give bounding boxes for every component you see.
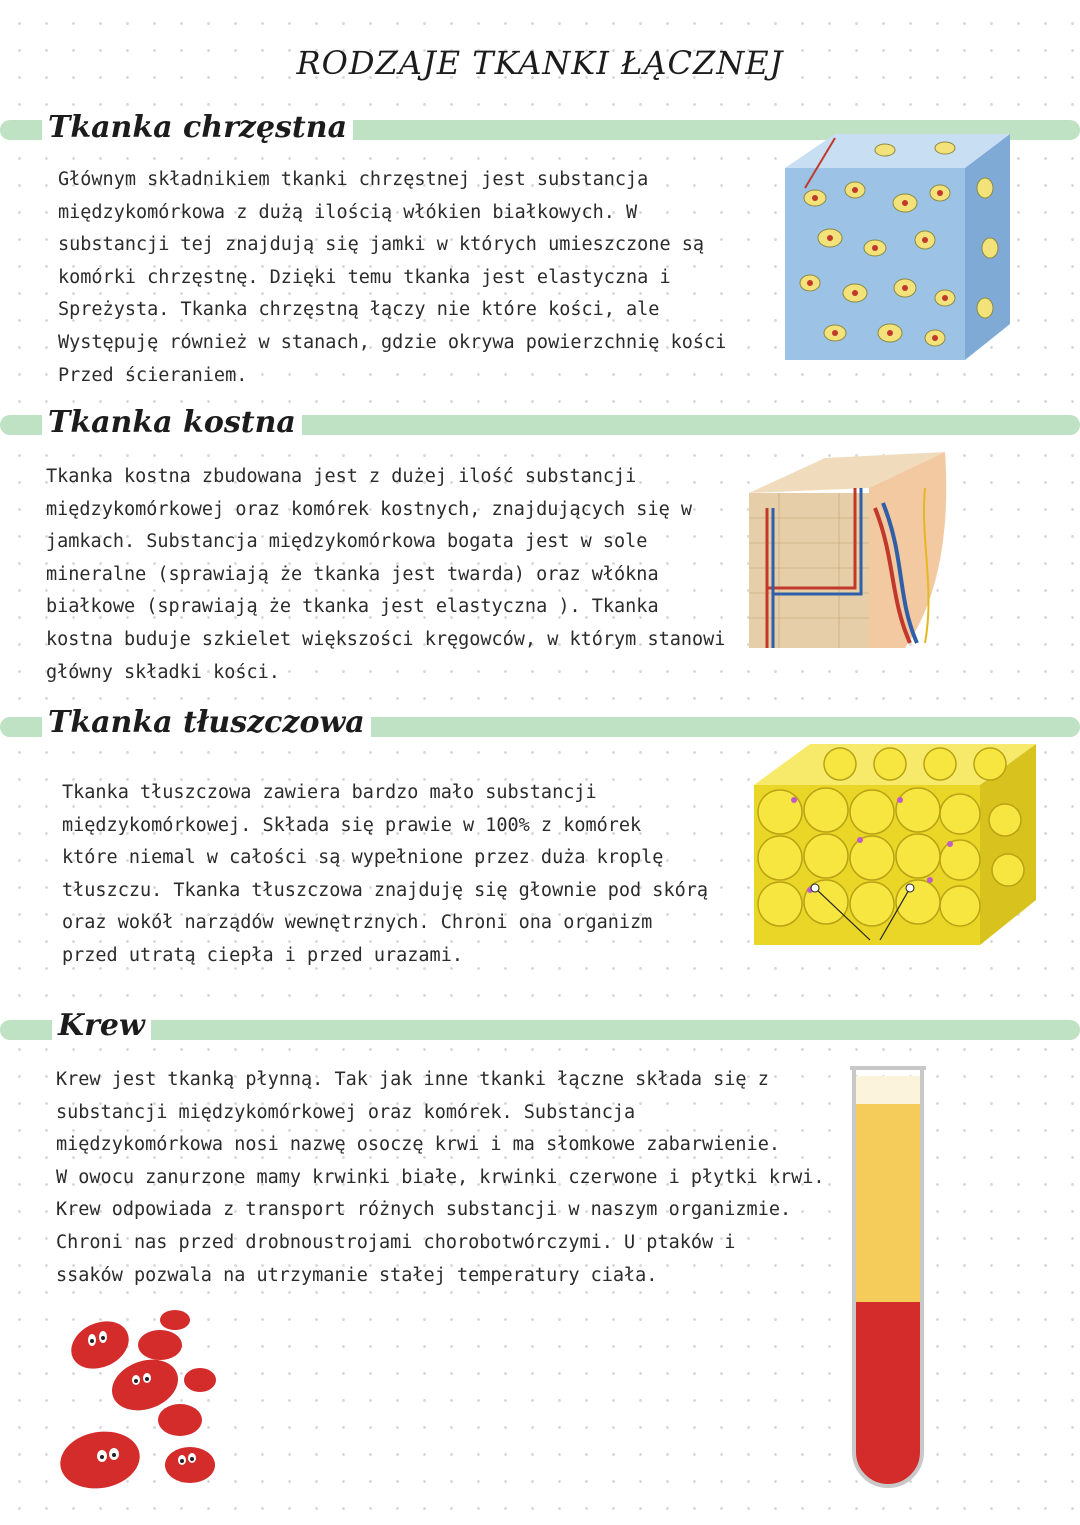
text-line: Tkanka kostna zbudowana jest z dużej ilość substancji <box>46 466 637 487</box>
bone-illustration <box>745 448 955 658</box>
text-line: Głównym składnikiem tkanki chrzęstnej jest substancja <box>58 169 649 190</box>
section-text-cartilage <box>58 164 726 392</box>
text-line: kostna buduje szkielet większości kręgowców, w którym stanowi <box>46 628 726 650</box>
test-tube-illustration <box>840 1062 936 1494</box>
text-line: Występuję również w stanach, gdzie okrywa powierzchnię kości <box>58 331 727 353</box>
text-line: Tkanka tłuszczowa zawiera bardzo mało substancji <box>62 782 597 803</box>
text-line: oraz wokół narządów wewnętrznych. Chroni ona organizm <box>62 912 653 934</box>
text-line: białkowe (sprawiają że tkanka jest elastyczna ). Tkanka <box>46 596 659 618</box>
text-line: tłuszczu. Tkanka tłuszczowa znajduję się głownie pod skórą <box>62 879 709 901</box>
cartilage-illustration <box>775 128 1015 368</box>
text-line: Krew jest tkanką płynną. Tak jak inne tkanki łączne składa się z <box>56 1069 769 1090</box>
text-line: międzykomórkowa z dużą ilością włókien białkowych. W <box>58 201 638 223</box>
red-blood-cells-illustration <box>50 1300 220 1500</box>
section-text-blood <box>56 1064 825 1292</box>
text-line: przed utratą ciepła i przed urazami. <box>62 944 463 966</box>
text-line: międzykomórkowej oraz komórek kostnych, znajdujących się w <box>46 498 693 520</box>
section-text-bone <box>46 461 725 689</box>
page-title: RODZAJE TKANKI ŁĄCZNEJ <box>296 44 784 82</box>
text-line: substancji międzykomórkowej oraz komórek. Substancja <box>56 1101 636 1123</box>
text-line: Przed ścieraniem. <box>58 364 248 386</box>
section-heading-blood: Krew <box>52 1008 151 1043</box>
text-line: które niemal w całości są wypełnione przez duża kroplę <box>62 847 664 869</box>
text-line: Chroni nas przed drobnoustrojami chorobotwórczymi. U ptaków i <box>56 1231 736 1253</box>
text-line: W owocu zanurzone mamy krwinki białe, krwinki czerwone i płytki krwi. <box>56 1166 825 1188</box>
section-heading-cartilage: Tkanka chrzęstna <box>42 110 353 145</box>
text-line: Krew odpowiada z transport różnych substancji w naszym organizmie. <box>56 1199 792 1221</box>
section-band-blood <box>0 1020 1080 1040</box>
text-line: komórki chrzęstnę. Dzięki temu tkanka jest elastyczna i <box>58 266 671 288</box>
text-line: ssaków pozwala na utrzymanie stałej temperatury ciała. <box>56 1264 658 1286</box>
fat-tissue-illustration <box>750 740 1040 950</box>
text-line: mineralne (sprawiają że tkanka jest twarda) oraz włókna <box>46 563 659 585</box>
text-line: główny składki kości. <box>46 661 280 683</box>
text-line: jamkach. Substancja międzykomórkowa bogata jest w sole <box>46 531 648 553</box>
section-heading-fat: Tkanka tłuszczowa <box>42 705 371 740</box>
text-line: substancji tej znajdują się jamki w których umieszczone są <box>58 234 705 256</box>
text-line: Spreżysta. Tkanka chrzęstną łączy nie które kości, ale <box>58 299 660 321</box>
text-line: międzykomórkowej. Składa się prawie w 100% z komórek <box>62 814 642 836</box>
section-heading-bone: Tkanka kostna <box>42 405 302 440</box>
text-line: międzykomórkowa nosi nazwę osoczę krwi i ma słomkowe zabarwienie. <box>56 1134 780 1156</box>
section-text-fat <box>62 777 708 973</box>
